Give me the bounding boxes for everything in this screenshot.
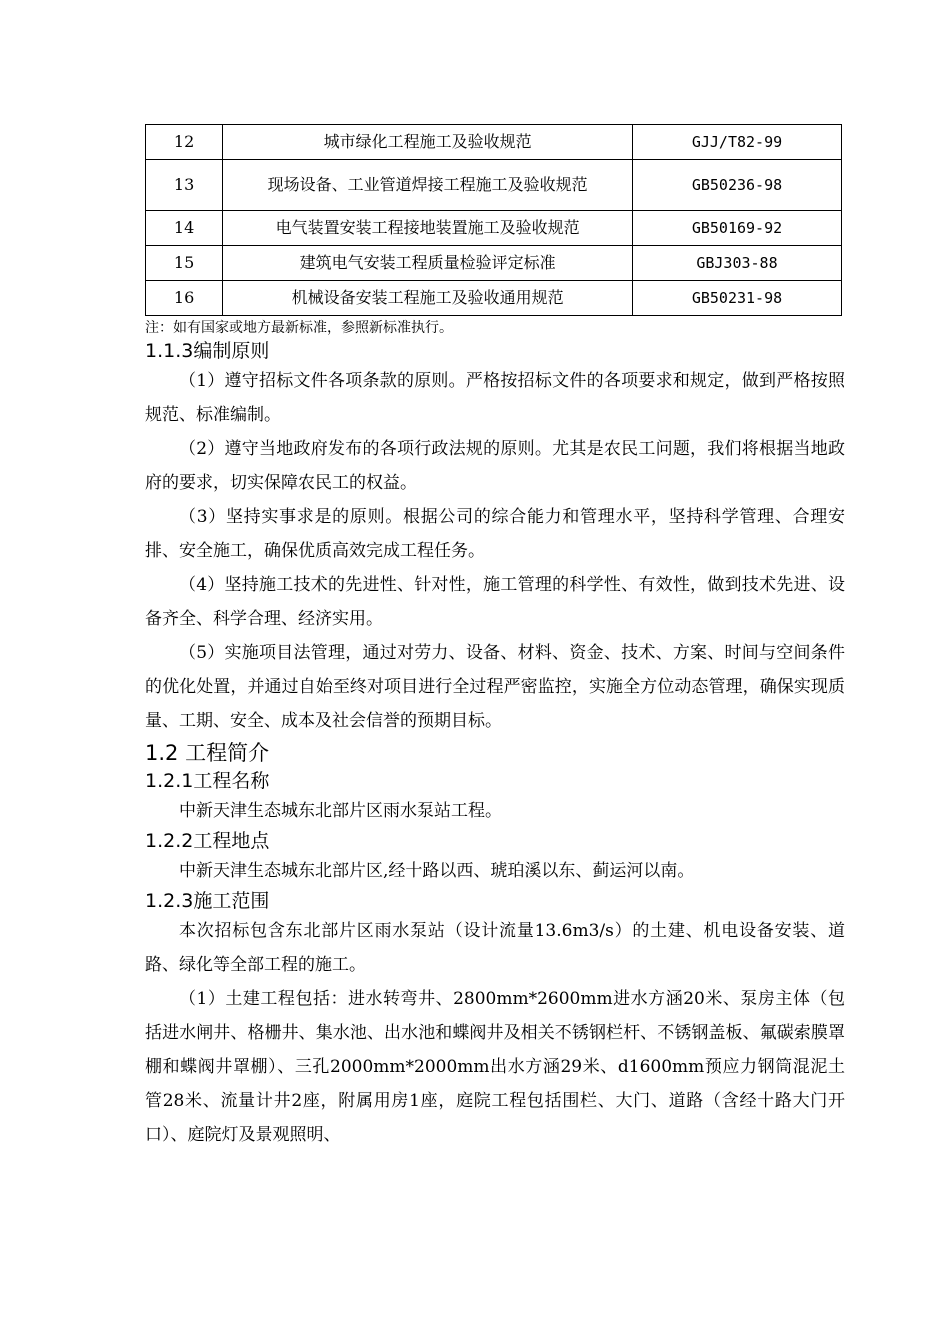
principle-paragraph: （5）实施项目法管理，通过对劳力、设备、材料、资金、技术、方案、时间与空间条件的优化处置，并通过自始至终对项目进行全过程严密监控，实施全方位动态管理，确保实现质量、工期、安全、成本及社会信誉的预期目标。: [145, 643, 845, 731]
principle-paragraph: （4）坚持施工技术的先进性、针对性，施工管理的科学性、有效性，做到技术先进、设备齐全、科学合理、经济实用。: [145, 575, 845, 629]
row-number: 14: [146, 211, 223, 246]
row-number: 15: [146, 246, 223, 281]
principle-paragraph: （3）坚持实事求是的原则。根据公司的综合能力和管理水平，坚持科学管理、合理安排、安全施工，确保优质高效完成工程任务。: [145, 507, 845, 561]
standard-code: GB50231-98: [632, 281, 841, 316]
heading-1-2-2: 1.2.2工程地点: [145, 830, 270, 852]
standard-code: GBJ303-88: [632, 246, 841, 281]
standard-name: 城市绿化工程施工及验收规范: [223, 125, 633, 160]
table-row: [146, 160, 842, 211]
table-row: [146, 281, 842, 316]
principle-paragraph: （1）遵守招标文件各项条款的原则。严格按招标文件的各项要求和规定，做到严格按照规范、标准编制。: [145, 371, 845, 425]
row-number: 13: [146, 160, 223, 211]
row-number: 12: [146, 125, 223, 160]
row-number: 16: [146, 281, 223, 316]
heading-1-1-3: 1.1.3编制原则: [145, 340, 270, 362]
table-row: [146, 211, 842, 246]
document-page: [145, 124, 845, 1152]
standard-name: 电气装置安装工程接地装置施工及验收规范: [223, 211, 633, 246]
scope-paragraph: 本次招标包含东北部片区雨水泵站（设计流量13.6m3/s）的土建、机电设备安装、道路、绿化等全部工程的施工。: [145, 921, 845, 975]
heading-1-2-1: 1.2.1工程名称: [145, 770, 270, 792]
project-name-text: 中新天津生态城东北部片区雨水泵站工程。: [179, 801, 502, 821]
table-row: [146, 125, 842, 160]
table-note: 注：如有国家或地方最新标准，参照新标准执行。: [145, 320, 453, 336]
standard-name: 建筑电气安装工程质量检验评定标准: [223, 246, 633, 281]
principle-paragraph: （2）遵守当地政府发布的各项行政法规的原则。尤其是农民工问题，我们将根据当地政府的要求，切实保障农民工的权益。: [145, 439, 845, 493]
standards-table: [145, 124, 842, 316]
table-row: [146, 246, 842, 281]
heading-1-2-3: 1.2.3施工范围: [145, 890, 270, 912]
standard-code: GB50236-98: [632, 160, 841, 211]
standard-code: GJJ/T82-99: [632, 125, 841, 160]
scope-paragraph: （1）土建工程包括：进水转弯井、2800mm*2600mm进水方涵20米、泵房主体（包括进水闸井、格栅井、集水池、出水池和蝶阀井及相关不锈钢栏杆、不锈钢盖板、氟碳索膜罩棚和蝶阀井罩棚）、三孔2000mm*2000mm出水方涵29米、d1600mm预应力钢筒混泥土管28米、流量计井2座，附属用房1座，庭院工程包括围栏、大门、道路（含经十路大门开口）、庭院灯及景观照明、: [145, 989, 845, 1145]
standard-code: GB50169-92: [632, 211, 841, 246]
standard-name: 机械设备安装工程施工及验收通用规范: [223, 281, 633, 316]
heading-1-2: 1.2 工程简介: [145, 741, 270, 765]
standard-name: 现场设备、工业管道焊接工程施工及验收规范: [223, 160, 633, 211]
project-location-text: 中新天津生态城东北部片区,经十路以西、琥珀溪以东、蓟运河以南。: [179, 861, 695, 881]
